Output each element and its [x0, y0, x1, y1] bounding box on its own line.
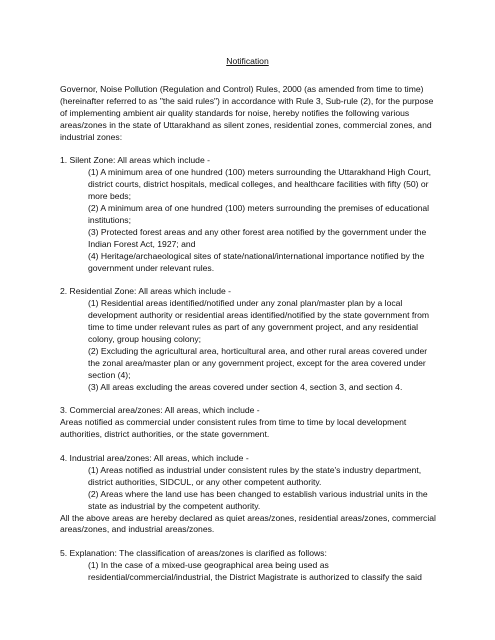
residential-zone-item: (3) All areas excluding the areas covered under section 4, section 3, and section 4. — [88, 381, 403, 392]
silent-zone-item: (3) Protected forest areas and any other forest area notified by the government under the Indian Forest Act, 1927; and — [88, 226, 427, 249]
residential-zone-heading: 2. Residential Zone: All areas which include - — [60, 286, 232, 297]
residential-zone-item: (1) Residential areas identified/notified under any zonal plan/master plan by a local development authority or residential areas identified/notified by the state government from time to time under relevant rules as part of any government project, and any residential colony, group housing colony; — [88, 298, 430, 344]
declaration-paragraph: All the above areas are hereby declared as quiet areas/zones, residential areas/zones, commercial areas/zones, and industrial areas/zones. — [60, 512, 436, 535]
intro-paragraph: Governor, Noise Pollution (Regulation and Control) Rules, 2000 (as amended from time to time) (hereinafter referred to as "the said rules") in accordance with Rule 3, Sub-rule (2), for the purpose of implementing ambient air quality standards for noise, hereby notifies the following various areas/zones in the state of Uttarakhand as silent zones, residential zones, commercial zones, and industrial zones: — [60, 84, 434, 142]
explanation-list — [60, 560, 440, 584]
industrial-zone-item: (1) Areas notified as industrial under consistent rules by the state's industry department, district authorities, SIDCUL, or any other competent authority. — [88, 464, 422, 487]
silent-zone-item: (1) A minimum area of one hundred (100) meters surrounding the Uttarakhand High Court, district courts, district hospitals, medical colleges, and healthcare facilities with fifty (50) or more beds; — [88, 167, 431, 202]
silent-zone-heading: 1. Silent Zone: All areas which include - — [60, 155, 210, 166]
explanation-heading: 5. Explanation: The classification of areas/zones is clarified as follows: — [60, 548, 327, 559]
industrial-zone-item: (2) Areas where the land use has been changed to establish various industrial units in the state as industrial by the competent authority. — [88, 488, 428, 511]
commercial-zone-body: Areas notified as commercial under consistent rules from time to time by local development authorities, district authorities, or the state government. — [60, 417, 407, 440]
industrial-zone-heading: 4. Industrial area/zones: All areas, which include - — [60, 453, 249, 464]
explanation-item: (1) In the case of a mixed-use geographical area being used as residential/commercial/industrial, the District Magistrate is authorized to classify the said — [88, 560, 422, 583]
silent-zone-list — [60, 167, 440, 274]
residential-zone-list — [60, 298, 440, 393]
industrial-zone-list — [60, 465, 440, 513]
silent-zone-item: (4) Heritage/archaeological sites of state/national/international importance notified by the government under relevant rules. — [88, 250, 425, 273]
residential-zone-item: (2) Excluding the agricultural area, horticultural area, and other rural areas covered under the zonal area/master plan or any government project, except for the area covered under section (4); — [88, 345, 428, 380]
commercial-zone-heading: 3. Commercial area/zones: All areas, which include - — [60, 405, 260, 416]
document-body — [60, 84, 440, 584]
silent-zone-item: (2) A minimum area of one hundred (100) meters surrounding the premises of educational institutions; — [88, 203, 430, 225]
notification-title: Notification — [226, 56, 269, 66]
